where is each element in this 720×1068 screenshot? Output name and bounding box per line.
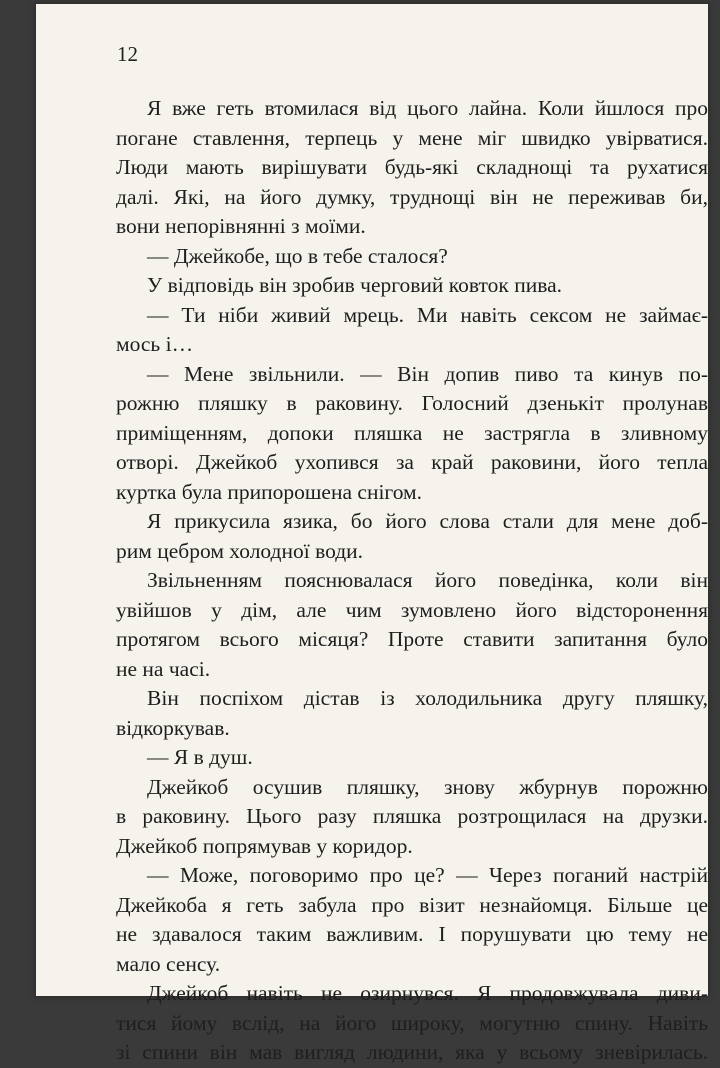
text-line: далі. Які, на його думку, труднощі він не переживав би, [116, 184, 708, 209]
text-line: увійшов у дім, але чим зумовлено його відсторонення [116, 597, 708, 622]
page-number: 12 [117, 42, 138, 66]
text-line: Звільненням пояснювалася його поведінка, коли він [147, 568, 708, 592]
text-line: відкоркував. [116, 715, 230, 740]
body-text [116, 94, 708, 1068]
text-line: тися йому вслід, на його широку, могутню спину. Навіть [116, 1010, 708, 1035]
text-line: рим цебром холодної води. [116, 538, 364, 563]
text-line: Я вже геть втомилася від цього лайна. Коли йшлося про [147, 96, 708, 120]
text-line: отворі. Джейкоб ухопився за край раковини, його тепла [116, 450, 708, 474]
text-line: — Я в душ. [147, 745, 253, 769]
text-line: Джейкоб навіть не озирнувся. Я продовжувала диви- [147, 981, 708, 1005]
text-line: мось і… [116, 332, 194, 356]
text-line: в раковину. Цього разу пляшка розтрощилася на друзки. [116, 804, 708, 828]
text-line: погане ставлення, терпець у мене міг швидко увірватися. [116, 125, 708, 150]
book-page [36, 4, 708, 1064]
text-line: — Ти ніби живий мрець. Ми навіть сексом не займає- [147, 302, 708, 327]
text-line: Джейкоб попрямував у коридор. [116, 833, 413, 858]
text-line: мало сенсу. [116, 951, 221, 976]
text-line: вони непорівнянні з моїми. [116, 214, 366, 238]
text-line: — Мене звільнили. — Він допив пиво та кинув по- [147, 361, 708, 386]
text-line: куртка була припорошена снігом. [116, 479, 423, 504]
text-line: Джейкоб осушив пляшку, знову жбурнув порожню [147, 774, 708, 799]
text-line: Він поспіхом дістав із холодильника другу пляшку, [147, 686, 708, 710]
text-line: — Джейкобе, що в тебе сталося? [147, 243, 448, 268]
text-line: Я прикусила язика, бо його слова стали для мене доб- [147, 509, 708, 533]
text-line: У відповідь він зробив черговий ковток пива. [147, 273, 563, 297]
text-line: не на часі. [116, 656, 211, 681]
text-line: не здавалося таким важливим. І порушувати цю тему не [116, 922, 708, 946]
text-line: Джейкоба я геть забула про візит незнайомця. Більше це [116, 892, 708, 917]
text-line: зі спини він мав вигляд людини, яка у всьому зневірилась. [116, 1040, 708, 1064]
text-line: протягом всього місяця? Проте ставити запитання було [116, 627, 708, 651]
text-line: рожню пляшку в раковину. Голосний дзенькіт пролунав [116, 391, 708, 415]
text-line: Люди мають вирішувати будь-які складнощі та рухатися [116, 155, 708, 179]
text-line: приміщенням, допоки пляшка не застрягла в зливному [116, 420, 708, 445]
text-line: — Може, поговоримо про це? — Через поганий настрій [147, 863, 708, 887]
